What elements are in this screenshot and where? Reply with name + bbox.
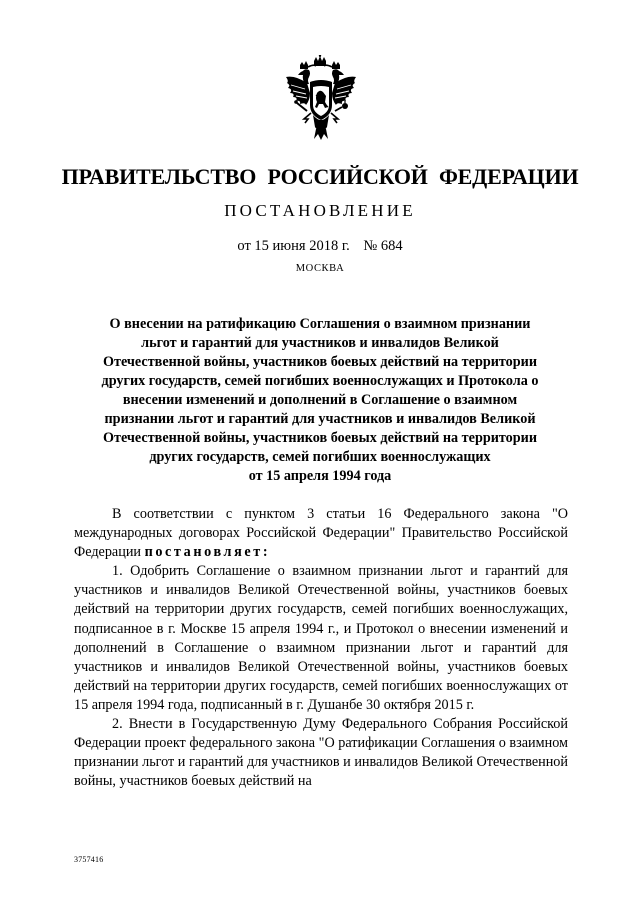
preamble-paragraph bbox=[74, 505, 568, 562]
document-subject bbox=[88, 315, 552, 486]
document-date: 15 июня 2018 г. bbox=[254, 238, 350, 254]
subject-line: О внесении на ратификацию Соглашения о взаимном признании bbox=[109, 316, 531, 332]
subject-line: Отечественной войны, участников боевых действий на территории bbox=[102, 430, 538, 446]
subject-line: других государств, семей погибших военнослужащих bbox=[149, 449, 491, 465]
subject-line: признании льгот и гарантий для участников и инвалидов Великой bbox=[104, 411, 536, 427]
document-number: 684 bbox=[380, 238, 403, 254]
subject-line: льгот и гарантий для участников и инвалидов Великой bbox=[141, 335, 499, 351]
subject-line: от 15 апреля 1994 года bbox=[248, 468, 392, 484]
document-date-line bbox=[0, 238, 640, 255]
document-body bbox=[74, 505, 568, 791]
document-code: 3757416 bbox=[74, 855, 104, 864]
item-1-paragraph: 1. Одобрить Соглашение о взаимном признании льгот и гарантий для участников и инвалидов Великой Отечественной войны, участников боевых действий на территории других государств, семей погибших военнослужащих, подписанное в г. Москве 15 апреля 1994 г., и Протокол о внесении изменений и дополнений в Соглашение о взаимном признании льгот и гарантий для участников и инвалидов Великой Отечественной войны, участников боевых действий на территории других государств, семей погибших военнослужащих от 15 апреля 1994 года, подписанный в г. Душанбе 30 октября 2015 г. bbox=[74, 563, 568, 713]
city: МОСКВА bbox=[295, 263, 345, 274]
resolves-word: постановляет: bbox=[144, 544, 271, 561]
russian-coat-of-arms-icon bbox=[283, 55, 359, 141]
item-2-paragraph: 2. Внести в Государственную Думу Федерального Собрания Российской Федерации проект федерального закона "О ратификации Соглашения о взаимном признании льгот и гарантий для участников и инвалидов Великой Отечественной войны, участников боевых действий на bbox=[74, 716, 568, 790]
subject-line: других государств, семей погибших военнослужащих и Протокола о bbox=[101, 373, 539, 389]
document-type: ПОСТАНОВЛЕНИЕ bbox=[224, 201, 416, 220]
subject-line: Отечественной войны, участников боевых действий на территории bbox=[102, 354, 538, 370]
number-sign: № bbox=[363, 238, 378, 254]
date-prefix: от bbox=[237, 238, 251, 254]
preamble-text: В соответствии с пунктом 3 статьи 16 Федерального закона "О международных договорах Российской Федерации" Правительство Российской Федерации bbox=[74, 506, 568, 561]
subject-line: внесении изменений и дополнений в Соглашение о взаимном bbox=[122, 392, 518, 408]
government-title: ПРАВИТЕЛЬСТВО РОССИЙСКОЙ ФЕДЕРАЦИИ bbox=[61, 164, 579, 189]
